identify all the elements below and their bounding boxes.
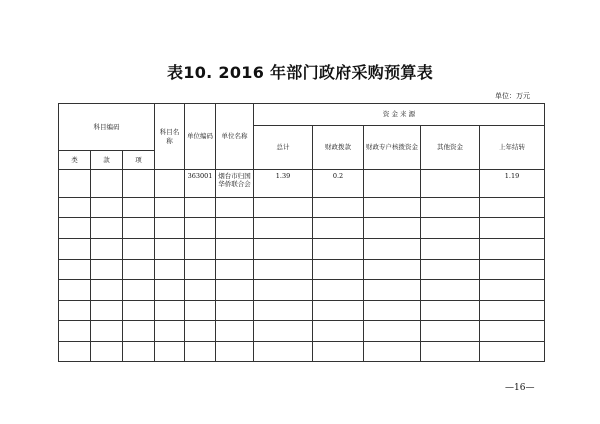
header-special-allocation: 财政专户核拨资金	[364, 126, 421, 170]
cell-subject-name	[155, 301, 185, 321]
page-number: —16—	[505, 383, 535, 393]
cell-class	[59, 342, 91, 362]
cell-other-funds	[421, 280, 480, 301]
cell-total	[254, 321, 313, 342]
cell-unit-code	[185, 260, 216, 280]
cell-carryover: 1.19	[480, 170, 545, 198]
cell-subject-name	[155, 260, 185, 280]
table-row	[59, 218, 545, 239]
cell-fiscal-allocation	[313, 218, 364, 239]
cell-carryover	[480, 342, 545, 362]
header-subject-name: 科目名称	[155, 104, 185, 170]
cell-carryover	[480, 218, 545, 239]
cell-section	[123, 170, 155, 198]
cell-section	[123, 301, 155, 321]
cell-fiscal-allocation: 0.2	[313, 170, 364, 198]
cell-class	[59, 170, 91, 198]
header-carryover: 上年结转	[480, 126, 545, 170]
cell-unit-code: 363001	[185, 170, 216, 198]
cell-class	[59, 301, 91, 321]
cell-total	[254, 239, 313, 260]
cell-section	[123, 342, 155, 362]
cell-total	[254, 301, 313, 321]
cell-fiscal-allocation	[313, 342, 364, 362]
header-section: 项	[123, 151, 155, 170]
cell-special-allocation	[364, 342, 421, 362]
cell-section	[123, 260, 155, 280]
cell-other-funds	[421, 260, 480, 280]
cell-carryover	[480, 280, 545, 301]
cell-other-funds	[421, 218, 480, 239]
cell-fiscal-allocation	[313, 239, 364, 260]
cell-unit-name	[216, 280, 254, 301]
cell-other-funds	[421, 342, 480, 362]
table-row	[59, 301, 545, 321]
table-row	[59, 239, 545, 260]
cell-item	[91, 301, 123, 321]
cell-unit-code	[185, 301, 216, 321]
header-other-funds: 其他资金	[421, 126, 480, 170]
cell-subject-name	[155, 218, 185, 239]
cell-fiscal-allocation	[313, 280, 364, 301]
cell-subject-name	[155, 321, 185, 342]
cell-class	[59, 260, 91, 280]
unit-label: 单位：万元	[495, 92, 530, 100]
table-row	[59, 321, 545, 342]
cell-other-funds	[421, 198, 480, 218]
header-row-1	[59, 104, 545, 126]
header-subject-code: 科目编码	[59, 104, 155, 151]
cell-section	[123, 321, 155, 342]
cell-special-allocation	[364, 218, 421, 239]
cell-subject-name	[155, 170, 185, 198]
cell-total	[254, 342, 313, 362]
cell-section	[123, 280, 155, 301]
header-class: 类	[59, 151, 91, 170]
cell-item	[91, 170, 123, 198]
cell-class	[59, 239, 91, 260]
cell-special-allocation	[364, 239, 421, 260]
table-row	[59, 280, 545, 301]
cell-fiscal-allocation	[313, 260, 364, 280]
cell-fiscal-allocation	[313, 198, 364, 218]
cell-unit-code	[185, 239, 216, 260]
cell-subject-name	[155, 342, 185, 362]
cell-item	[91, 321, 123, 342]
cell-subject-name	[155, 239, 185, 260]
cell-special-allocation	[364, 321, 421, 342]
cell-unit-code	[185, 198, 216, 218]
cell-class	[59, 280, 91, 301]
cell-unit-code	[185, 218, 216, 239]
cell-item	[91, 218, 123, 239]
cell-special-allocation	[364, 170, 421, 198]
cell-total	[254, 198, 313, 218]
table-row	[59, 342, 545, 362]
cell-unit-name: 烟台市归国华侨联合会	[216, 170, 254, 198]
table-row	[59, 260, 545, 280]
cell-total: 1.39	[254, 170, 313, 198]
cell-special-allocation	[364, 301, 421, 321]
cell-fiscal-allocation	[313, 321, 364, 342]
cell-special-allocation	[364, 280, 421, 301]
cell-class	[59, 198, 91, 218]
cell-class	[59, 321, 91, 342]
cell-unit-code	[185, 321, 216, 342]
cell-section	[123, 198, 155, 218]
cell-unit-code	[185, 280, 216, 301]
cell-unit-name	[216, 342, 254, 362]
table-row	[59, 170, 545, 198]
cell-unit-name	[216, 218, 254, 239]
header-unit-name: 单位名称	[216, 104, 254, 170]
cell-item	[91, 198, 123, 218]
header-unit-code: 单位编码	[185, 104, 216, 170]
cell-special-allocation	[364, 198, 421, 218]
cell-unit-name	[216, 301, 254, 321]
cell-subject-name	[155, 280, 185, 301]
cell-total	[254, 260, 313, 280]
cell-carryover	[480, 260, 545, 280]
table-row	[59, 198, 545, 218]
cell-class	[59, 218, 91, 239]
cell-other-funds	[421, 301, 480, 321]
cell-item	[91, 239, 123, 260]
cell-carryover	[480, 198, 545, 218]
cell-unit-name	[216, 198, 254, 218]
cell-subject-name	[155, 198, 185, 218]
cell-total	[254, 280, 313, 301]
cell-other-funds	[421, 239, 480, 260]
cell-other-funds	[421, 321, 480, 342]
cell-item	[91, 280, 123, 301]
header-fund-source: 资 金 来 源	[254, 104, 545, 126]
cell-total	[254, 218, 313, 239]
cell-carryover	[480, 301, 545, 321]
header-total: 总计	[254, 126, 313, 170]
cell-carryover	[480, 321, 545, 342]
cell-unit-name	[216, 260, 254, 280]
cell-other-funds	[421, 170, 480, 198]
cell-carryover	[480, 239, 545, 260]
cell-item	[91, 342, 123, 362]
page-title: 表10. 2016 年部门政府采购预算表	[166, 63, 434, 82]
cell-unit-code	[185, 342, 216, 362]
header-item: 款	[91, 151, 123, 170]
cell-section	[123, 218, 155, 239]
cell-unit-name	[216, 321, 254, 342]
cell-unit-name	[216, 239, 254, 260]
cell-item	[91, 260, 123, 280]
header-fiscal-allocation: 财政拨款	[313, 126, 364, 170]
cell-special-allocation	[364, 260, 421, 280]
cell-fiscal-allocation	[313, 301, 364, 321]
budget-table	[58, 103, 545, 362]
cell-section	[123, 239, 155, 260]
